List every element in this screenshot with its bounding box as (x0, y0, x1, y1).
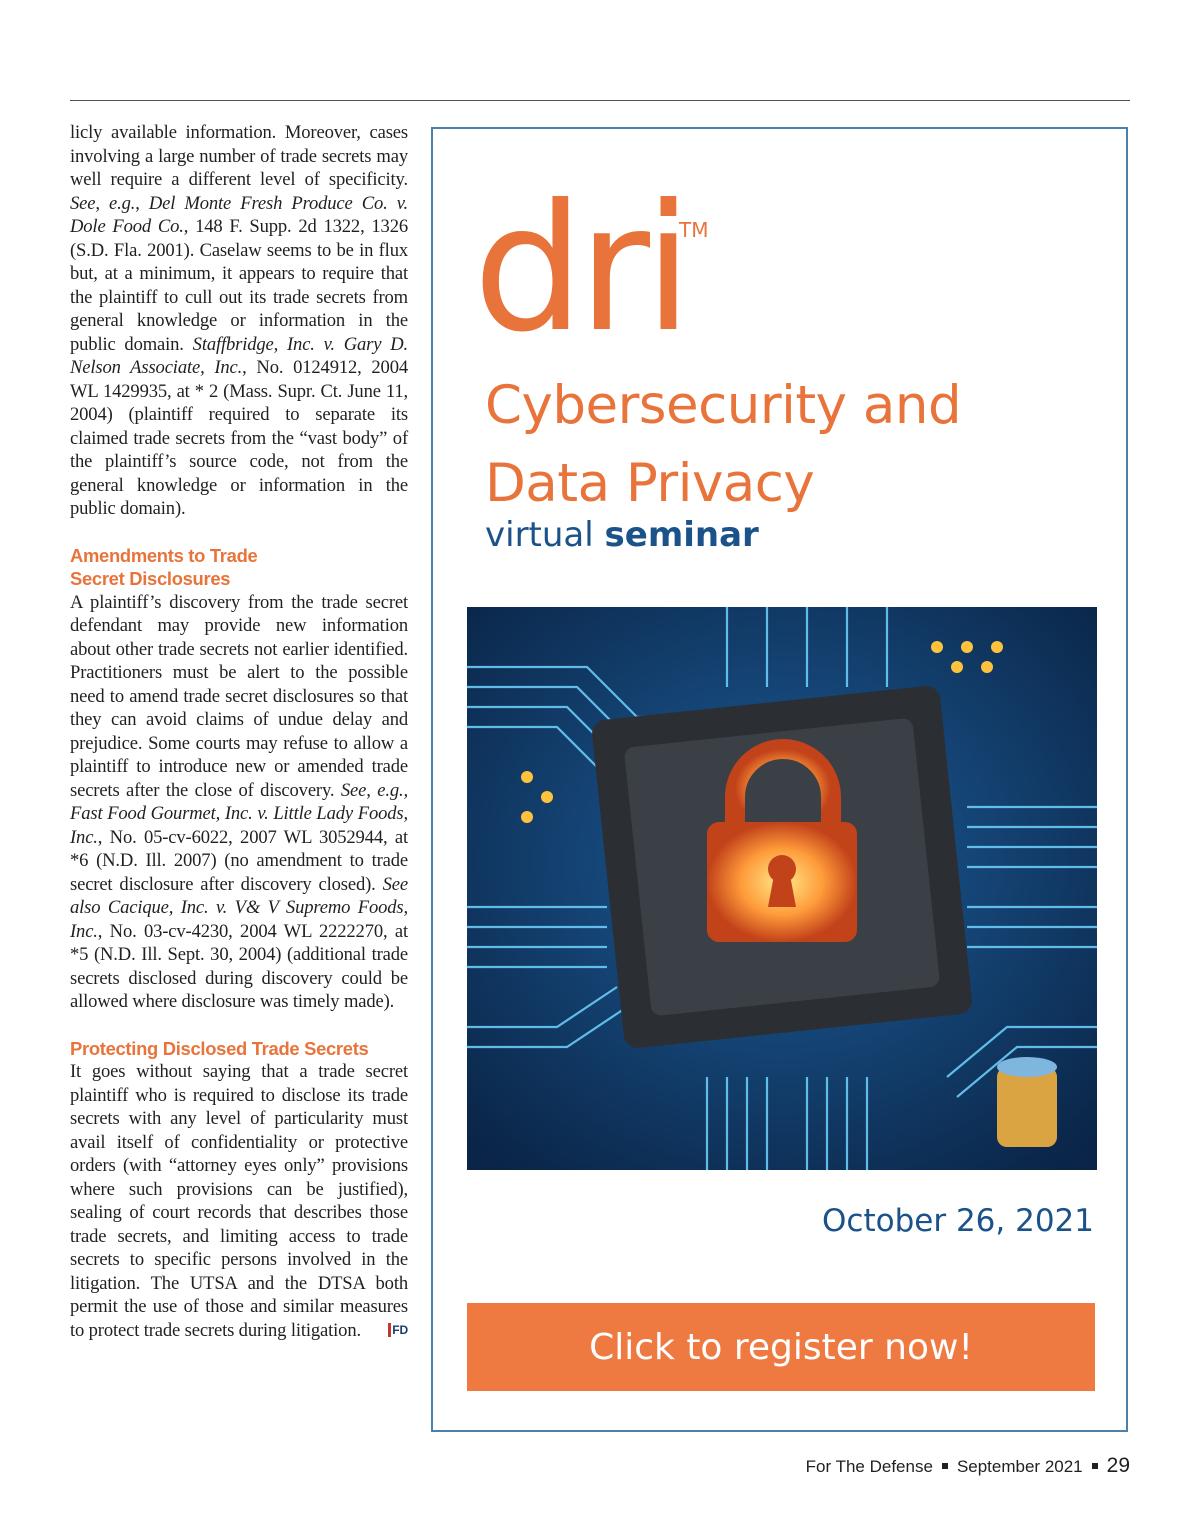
register-button[interactable]: Click to register now! (467, 1303, 1095, 1391)
top-rule (70, 100, 1130, 101)
dri-logo-text: dri (473, 181, 687, 341)
section-heading-protecting: Protecting Disclosed Trade Secrets (70, 1037, 369, 1059)
separator-square (1092, 1463, 1098, 1469)
separator-square (942, 1463, 948, 1469)
seminar-date: October 26, 2021 (822, 1203, 1094, 1239)
ad-title (485, 367, 961, 523)
publication-name: For The Defense (805, 1457, 933, 1476)
circuit-board-lock-image (467, 607, 1097, 1170)
ad-title-line-1: Cybersecurity and (485, 375, 962, 436)
article-paragraph-2: A plaintiff’s discovery from the trade secret defendant may provide new information about other trade secrets not earlier identified. Practitioners must be alert to the possible need to amend trade secret disclosures so that they can avoid claims of undue delay and prejudice. Some courts may refuse to allow a plaintiff to introduce new or amended trade secrets after the close of discovery. See, e.g., Fast Food Gourmet, Inc. v. Little Lady Foods, Inc., No. 05-cv-6022, 2007 WL 3052944, at *6 (N.D. Ill. 2007) (no amendment to trade secret disclosure after discovery closed). See also Cacique, Inc. v. V& V Supremo Foods, Inc., No. 03-cv-4230, 2004 WL 2222270, at *5 (N.D. Ill. Sept. 30, 2004) (additional trade secrets disclosed during discovery could be allowed where disclosure was timely made). (70, 591, 408, 1012)
ad-subtitle: virtual seminar (485, 515, 759, 555)
article-column (70, 121, 408, 1342)
section-heading-amendments: Amendments to Trade Secret Disclosures (70, 544, 258, 589)
issue-date: September 2021 (956, 1457, 1083, 1476)
dri-logo (473, 181, 733, 341)
circuit-lock-illustration (467, 607, 1097, 1170)
fd-end-mark: FD (388, 1323, 408, 1337)
page-footer (806, 1454, 1130, 1478)
article-paragraph-3: It goes without saying that a trade secret plaintiff who is required to disclose its trade secrets with any level of particularity must avail itself of confidentiality or protective orders (with “attorney eyes only” provisions where such provisions can be justified), sealing of court records that describes those trade secrets, and limiting access to trade secrets to specific persons involved in the litigation. The UTSA and the DTSA both permit the use of those and similar measures to protect trade secrets during litigation. FD (70, 1061, 408, 1341)
ad-title-line-2: Data Privacy (485, 453, 815, 514)
trademark-symbol: TM (679, 218, 709, 242)
page-number: 29 (1106, 1454, 1130, 1477)
article-paragraph-1: licly available information. Moreover, cases involving a large number of trade secrets may well require a different level of specificity. See, e.g., Del Monte Fresh Produce Co. v. Dole Food Co., 148 F. Supp. 2d 1322, 1326 (S.D. Fla. 2001). Caselaw seems to be in flux but, at a minimum, it appears to require that the plaintiff to cull out its trade secrets from general knowledge or information in the public domain. Staffbridge, Inc. v. Gary D. Nelson Associate, Inc., No. 0124912, 2004 WL 1429935, at * 2 (Mass. Supr. Ct. June 11, 2004) (plaintiff required to separate its claimed trade secrets from the “vast body” of the plaintiff’s source code, not from the general knowledge or information in the public domain). (70, 122, 408, 519)
seminar-ad[interactable] (431, 127, 1128, 1432)
